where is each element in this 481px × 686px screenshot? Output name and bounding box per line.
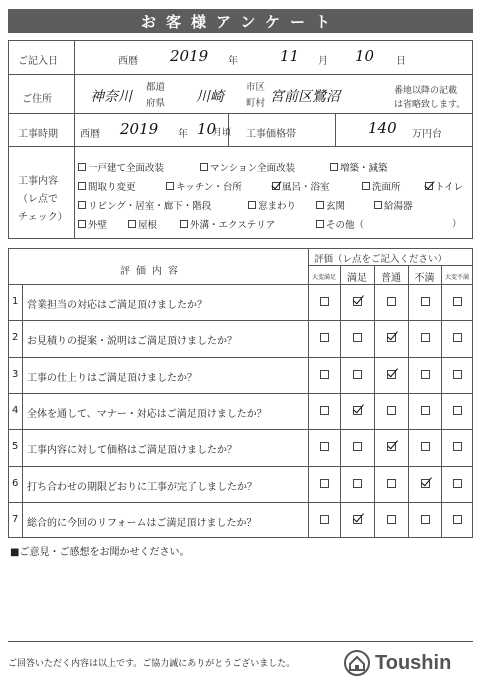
work-month-value[interactable]: 10 xyxy=(197,120,217,138)
work-option-label: 一戸建て全面改装 xyxy=(88,163,165,174)
rating-column-header: 大変満足 xyxy=(311,274,336,281)
rating-checkbox[interactable] xyxy=(421,333,430,342)
work-option-label: マンション全面改装 xyxy=(210,163,296,174)
question-number: 7 xyxy=(12,513,19,525)
rating-checkbox[interactable] xyxy=(320,406,329,415)
checkbox-icon[interactable] xyxy=(78,163,86,171)
brand-logo xyxy=(343,649,451,677)
checkbox-icon[interactable] xyxy=(362,182,370,190)
prefecture-value[interactable]: 神奈川 xyxy=(90,89,132,105)
entry-month-unit: 月 xyxy=(318,56,328,67)
rating-checkbox[interactable] xyxy=(453,515,462,524)
address-note-line2: は省略致します。 xyxy=(394,100,466,110)
checkbox-icon[interactable] xyxy=(78,220,86,228)
work-option-label: その他（ xyxy=(326,220,365,231)
work-option[interactable] xyxy=(316,198,345,212)
rating-column-header: 普通 xyxy=(381,273,401,284)
house-logo-icon xyxy=(343,649,371,677)
rating-checkbox[interactable] xyxy=(387,479,396,488)
question-number: 1 xyxy=(12,296,19,307)
rating-checkbox[interactable] xyxy=(453,297,462,306)
comments-area[interactable] xyxy=(8,542,473,642)
content-label-line3: チェック） xyxy=(18,212,68,223)
work-option[interactable] xyxy=(362,179,401,193)
work-option-label: 外壁 xyxy=(88,220,108,231)
form-title: お客様アンケート xyxy=(8,9,473,33)
work-option[interactable] xyxy=(180,217,275,231)
checkbox-icon[interactable] xyxy=(166,182,174,190)
footer-thanks: ご回答いただく内容は以上です。ご協力誠にありがとうございました。 xyxy=(8,659,296,669)
work-option-label: 給湯器 xyxy=(384,201,413,212)
question-number: 2 xyxy=(12,332,19,344)
checkbox-icon[interactable] xyxy=(374,201,382,209)
rating-checkbox[interactable] xyxy=(453,442,462,451)
work-option-label: リビング・居室・廊下・階段 xyxy=(88,201,212,212)
work-year-unit: 年 xyxy=(178,129,188,140)
evaluation-heading: 評価内容 xyxy=(120,266,184,277)
comments-label: ■ご意見・ご感想をお聞かせください。 xyxy=(10,547,190,558)
brand-name: Toushin xyxy=(375,651,452,674)
price-value[interactable]: 140 xyxy=(368,119,397,137)
checked-box-icon[interactable] xyxy=(272,182,280,190)
rating-checkbox[interactable] xyxy=(320,442,329,451)
checkbox-icon[interactable] xyxy=(316,201,324,209)
rating-checked-box[interactable] xyxy=(421,479,430,488)
question-number: 4 xyxy=(12,404,19,416)
other-close-paren: ） xyxy=(452,219,462,230)
question-text: お見積りの提案・説明はご満足頂けましたか？ xyxy=(27,336,237,348)
rating-checked-box[interactable] xyxy=(353,515,362,524)
entry-month-value[interactable]: 11 xyxy=(280,47,300,65)
rating-checkbox[interactable] xyxy=(453,406,462,415)
rating-checkbox[interactable] xyxy=(353,479,362,488)
entry-date-label: ご記入日 xyxy=(18,56,58,67)
work-option[interactable] xyxy=(272,179,330,193)
work-option[interactable] xyxy=(425,179,463,193)
work-option[interactable] xyxy=(128,217,157,231)
checkbox-icon[interactable] xyxy=(248,201,256,209)
rating-checkbox[interactable] xyxy=(353,442,362,451)
work-option[interactable] xyxy=(78,198,211,212)
question-text: 工事の仕上りはご満足頂けましたか？ xyxy=(27,372,197,384)
question-number: 6 xyxy=(12,477,19,489)
question-text: 総合的に今回のリフォームはご満足頂けましたか？ xyxy=(27,517,257,529)
rating-checkbox[interactable] xyxy=(320,515,329,524)
rating-checkbox[interactable] xyxy=(453,333,462,342)
rating-checkbox[interactable] xyxy=(320,333,329,342)
work-option-label: 外溝・エクステリア xyxy=(190,220,276,231)
work-period-label: 工事時期 xyxy=(18,129,58,140)
work-option[interactable] xyxy=(248,198,296,212)
checkbox-icon[interactable] xyxy=(78,182,86,190)
work-month-unit: 月頃 xyxy=(213,128,232,138)
work-option-label: 増築・減築 xyxy=(340,163,388,174)
rating-checked-box[interactable] xyxy=(387,333,396,342)
question-text: 打ち合わせの期限どおりに工事が完了しましたか？ xyxy=(27,481,257,493)
rating-checked-box[interactable] xyxy=(353,406,362,415)
rating-checkbox[interactable] xyxy=(387,406,396,415)
price-unit: 万円台 xyxy=(412,129,442,140)
checkbox-icon[interactable] xyxy=(128,220,136,228)
rating-checked-box[interactable] xyxy=(387,370,396,379)
checkbox-icon[interactable] xyxy=(200,163,208,171)
work-option-label: 間取り変更 xyxy=(88,182,136,193)
address-note-line1: 番地以降の記載 xyxy=(394,86,458,96)
rating-checkbox[interactable] xyxy=(421,442,430,451)
rating-heading: 評価（レ点をご記入ください） xyxy=(314,254,448,265)
entry-date-era: 西暦 xyxy=(118,56,138,67)
work-option-label: 風呂・浴室 xyxy=(282,182,330,193)
work-option-label: トイレ xyxy=(435,182,464,193)
work-option[interactable] xyxy=(166,179,242,193)
pref-unit-top: 都道 xyxy=(146,82,166,93)
city-unit-top: 市区 xyxy=(246,82,266,93)
address-label: ご住所 xyxy=(22,94,52,105)
ward-value[interactable]: 宮前区鷺沼 xyxy=(270,89,340,105)
rating-column-header: 満足 xyxy=(347,273,367,284)
entry-day-unit: 日 xyxy=(396,56,406,67)
entry-day-value[interactable]: 10 xyxy=(355,47,375,65)
rating-checkbox[interactable] xyxy=(453,479,462,488)
work-period-era: 西暦 xyxy=(80,129,100,140)
rating-checkbox[interactable] xyxy=(387,297,396,306)
rating-checkbox[interactable] xyxy=(320,370,329,379)
work-option-label: 洗面所 xyxy=(372,182,401,193)
work-option-label: 屋根 xyxy=(138,220,158,231)
rating-checked-box[interactable] xyxy=(387,442,396,451)
rating-checkbox[interactable] xyxy=(453,370,462,379)
work-option[interactable] xyxy=(374,198,413,212)
checkbox-icon[interactable] xyxy=(180,220,188,228)
pref-unit-bottom: 府県 xyxy=(146,98,166,109)
content-label-line2: （レ点で xyxy=(18,194,58,205)
work-option[interactable] xyxy=(316,217,364,231)
work-option-label: 玄関 xyxy=(326,201,346,212)
rating-checkbox[interactable] xyxy=(421,515,430,524)
work-option[interactable] xyxy=(330,160,388,174)
rating-checkbox[interactable] xyxy=(421,406,430,415)
rating-checkbox[interactable] xyxy=(353,370,362,379)
work-option-label: キッチン・台所 xyxy=(176,182,242,193)
content-label-line1: 工事内容 xyxy=(18,176,58,187)
question-text: 工事内容に対して価格はご満足頂けましたか？ xyxy=(27,445,237,457)
rating-checkbox[interactable] xyxy=(320,479,329,488)
rating-checkbox[interactable] xyxy=(421,370,430,379)
rating-column-header: 不満 xyxy=(414,273,435,284)
work-option[interactable] xyxy=(200,160,295,174)
checkbox-icon[interactable] xyxy=(316,220,324,228)
rating-checked-box[interactable] xyxy=(353,297,362,306)
city-unit-bottom: 町村 xyxy=(246,98,266,109)
checkbox-icon[interactable] xyxy=(330,163,338,171)
entry-year-unit: 年 xyxy=(228,56,238,67)
city-value[interactable]: 川崎 xyxy=(196,89,224,105)
checkbox-icon[interactable] xyxy=(78,201,86,209)
work-option[interactable] xyxy=(78,160,164,174)
work-option[interactable] xyxy=(78,217,107,231)
question-text: 全体を通して、マナー・対応はご満足頂けましたか？ xyxy=(27,408,267,420)
rating-checkbox[interactable] xyxy=(320,297,329,306)
rating-checkbox[interactable] xyxy=(387,515,396,524)
rating-checkbox[interactable] xyxy=(353,333,362,342)
question-number: 5 xyxy=(12,441,19,453)
question-number: 3 xyxy=(12,368,19,380)
entry-year-value[interactable]: 2019 xyxy=(170,47,209,65)
work-option[interactable] xyxy=(78,179,136,193)
rating-column-header: 大変不満 xyxy=(444,274,469,281)
question-text: 営業担当の対応はご満足頂けましたか？ xyxy=(27,300,207,311)
rating-checkbox[interactable] xyxy=(421,297,430,306)
checked-box-icon[interactable] xyxy=(425,182,433,190)
work-option-label: 窓まわり xyxy=(258,201,297,212)
work-year-value[interactable]: 2019 xyxy=(120,120,159,138)
price-range-label: 工事価格帯 xyxy=(246,129,296,140)
